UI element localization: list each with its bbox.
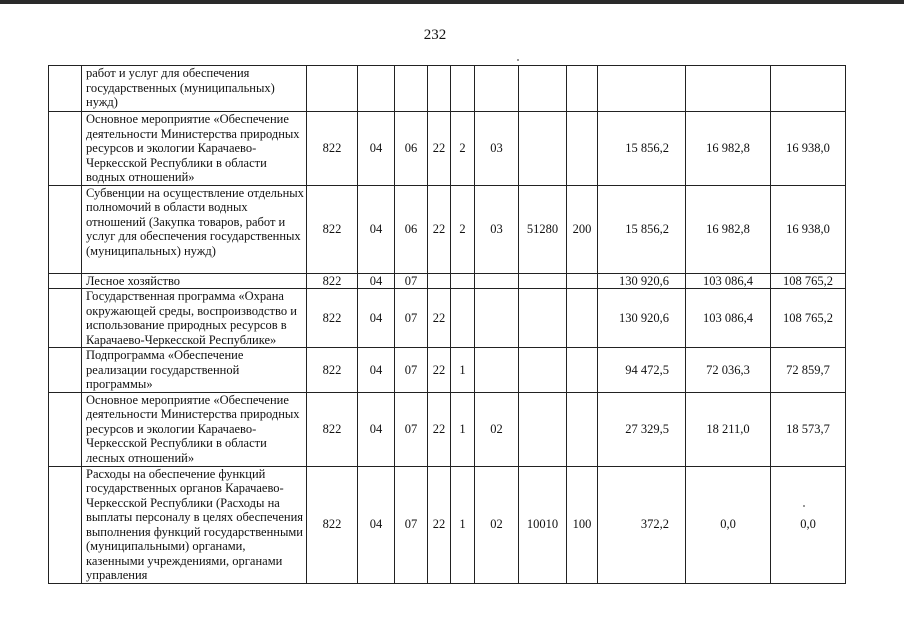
cell-subsection-code: 07 bbox=[395, 392, 428, 466]
cell-amount-year-1: 15 856,2 bbox=[598, 112, 686, 186]
cell-amount-year-1: 94 472,5 bbox=[598, 348, 686, 393]
cell-amount-year-3 bbox=[771, 66, 846, 112]
cell-amount-year-1: 27 329,5 bbox=[598, 392, 686, 466]
cell-subprogram-code bbox=[451, 66, 475, 112]
cell-ministry-code: 822 bbox=[307, 112, 358, 186]
cell-expense-type-code bbox=[567, 112, 598, 186]
cell-activity-code bbox=[475, 348, 519, 393]
cell-index bbox=[49, 112, 82, 186]
table-row bbox=[49, 392, 846, 466]
cell-amount-year-3: 108 765,2 bbox=[771, 273, 846, 289]
cell-item-name: работ и услуг для обеспечения государственных (муниципальных) нужд) bbox=[82, 66, 307, 112]
cell-section-code: 04 bbox=[358, 112, 395, 186]
cell-program-code: 22 bbox=[428, 392, 451, 466]
cell-amount-year-2 bbox=[686, 66, 771, 112]
cell-index bbox=[49, 466, 82, 583]
cell-ministry-code: 822 bbox=[307, 273, 358, 289]
cell-amount-year-1: 130 920,6 bbox=[598, 273, 686, 289]
cell-index bbox=[49, 185, 82, 273]
cell-subsection-code: 07 bbox=[395, 466, 428, 583]
cell-activity-code bbox=[475, 289, 519, 348]
cell-amount-year-2: 72 036,3 bbox=[686, 348, 771, 393]
cell-item-name: Расходы на обеспечение функций государственных органов Карачаево-Черкесской Республики (Расходы на выплаты персоналу в целях обеспечения выполнения функций государственными (муниципальными) органами, казенными учреждениями, органами управления bbox=[82, 466, 307, 583]
cell-expense-type-code bbox=[567, 273, 598, 289]
cell-amount-year-3: 108 765,2 bbox=[771, 289, 846, 348]
cell-section-code: 04 bbox=[358, 392, 395, 466]
cell-ministry-code: 822 bbox=[307, 392, 358, 466]
cell-amount-year-2: 103 086,4 bbox=[686, 289, 771, 348]
cell-program-code bbox=[428, 66, 451, 112]
cell-expense-type-code: 100 bbox=[567, 466, 598, 583]
cell-expense-type-code bbox=[567, 66, 598, 112]
cell-section-code: 04 bbox=[358, 466, 395, 583]
table-row bbox=[49, 289, 846, 348]
cell-amount-year-2: 16 982,8 bbox=[686, 185, 771, 273]
cell-ministry-code: 822 bbox=[307, 289, 358, 348]
table-row bbox=[49, 466, 846, 583]
cell-activity-code bbox=[475, 273, 519, 289]
cell-subprogram-code: 1 bbox=[451, 348, 475, 393]
cell-direction-code bbox=[519, 66, 567, 112]
cell-section-code: 04 bbox=[358, 289, 395, 348]
scan-speck bbox=[517, 59, 519, 61]
cell-item-name: Лесное хозяйство bbox=[82, 273, 307, 289]
cell-amount-year-1 bbox=[598, 66, 686, 112]
cell-direction-code bbox=[519, 289, 567, 348]
cell-ministry-code: 822 bbox=[307, 466, 358, 583]
cell-item-name: Государственная программа «Охрана окружающей среды, воспроизводство и использование природных ресурсов в Карачаево-Черкесской Республике» bbox=[82, 289, 307, 348]
cell-amount-year-2: 103 086,4 bbox=[686, 273, 771, 289]
table-row bbox=[49, 185, 846, 273]
cell-index bbox=[49, 66, 82, 112]
cell-program-code bbox=[428, 273, 451, 289]
cell-amount-year-1: 15 856,2 bbox=[598, 185, 686, 273]
cell-direction-code bbox=[519, 112, 567, 186]
cell-expense-type-code bbox=[567, 289, 598, 348]
cell-item-name: Субвенции на осуществление отдельных полномочий в области водных отношений (Закупка товаров, работ и услуг для обеспечения государственных (муниципальных) нужд) bbox=[82, 185, 307, 273]
cell-direction-code: 10010 bbox=[519, 466, 567, 583]
cell-subsection-code: 07 bbox=[395, 273, 428, 289]
cell-subsection-code: 06 bbox=[395, 112, 428, 186]
cell-subprogram-code: 2 bbox=[451, 185, 475, 273]
cell-activity-code: 03 bbox=[475, 185, 519, 273]
cell-ministry-code bbox=[307, 66, 358, 112]
cell-direction-code bbox=[519, 348, 567, 393]
cell-amount-year-3: 16 938,0 bbox=[771, 185, 846, 273]
table-row bbox=[49, 66, 846, 112]
cell-item-name: Основное мероприятие «Обеспечение деятельности Министерства природных ресурсов и экологии Карачаево-Черкесской Республики в области лесных отношений» bbox=[82, 392, 307, 466]
cell-amount-year-2: 18 211,0 bbox=[686, 392, 771, 466]
table-row bbox=[49, 348, 846, 393]
cell-amount-year-3: 16 938,0 bbox=[771, 112, 846, 186]
cell-program-code: 22 bbox=[428, 185, 451, 273]
scan-top-edge bbox=[0, 0, 904, 4]
page-number: 232 bbox=[423, 27, 447, 43]
cell-subprogram-code: 1 bbox=[451, 466, 475, 583]
cell-expense-type-code bbox=[567, 348, 598, 393]
cell-program-code: 22 bbox=[428, 289, 451, 348]
cell-activity-code: 02 bbox=[475, 392, 519, 466]
cell-amount-year-2: 16 982,8 bbox=[686, 112, 771, 186]
cell-direction-code bbox=[519, 392, 567, 466]
cell-index bbox=[49, 273, 82, 289]
cell-index bbox=[49, 348, 82, 393]
cell-subsection-code bbox=[395, 66, 428, 112]
cell-subprogram-code bbox=[451, 289, 475, 348]
cell-program-code: 22 bbox=[428, 112, 451, 186]
cell-section-code: 04 bbox=[358, 348, 395, 393]
cell-amount-year-2: 0,0 bbox=[686, 466, 771, 583]
cell-subsection-code: 07 bbox=[395, 348, 428, 393]
cell-activity-code: 03 bbox=[475, 112, 519, 186]
cell-subsection-code: 07 bbox=[395, 289, 428, 348]
cell-program-code: 22 bbox=[428, 466, 451, 583]
cell-ministry-code: 822 bbox=[307, 348, 358, 393]
budget-table bbox=[48, 65, 846, 584]
cell-activity-code: 02 bbox=[475, 466, 519, 583]
cell-amount-year-3: 0,0 bbox=[771, 466, 846, 583]
cell-subprogram-code: 2 bbox=[451, 112, 475, 186]
cell-amount-year-3: 72 859,7 bbox=[771, 348, 846, 393]
cell-ministry-code: 822 bbox=[307, 185, 358, 273]
cell-amount-year-3: 18 573,7 bbox=[771, 392, 846, 466]
cell-section-code: 04 bbox=[358, 273, 395, 289]
cell-index bbox=[49, 392, 82, 466]
table-row bbox=[49, 112, 846, 186]
cell-section-code bbox=[358, 66, 395, 112]
budget-table-body bbox=[49, 66, 846, 584]
cell-index bbox=[49, 289, 82, 348]
cell-item-name: Основное мероприятие «Обеспечение деятельности Министерства природных ресурсов и экологии Карачаево-Черкесской Республики в области водных отношений» bbox=[82, 112, 307, 186]
cell-subsection-code: 06 bbox=[395, 185, 428, 273]
cell-expense-type-code bbox=[567, 392, 598, 466]
cell-activity-code bbox=[475, 66, 519, 112]
cell-program-code: 22 bbox=[428, 348, 451, 393]
cell-item-name: Подпрограмма «Обеспечение реализации государственной программы» bbox=[82, 348, 307, 393]
cell-subprogram-code bbox=[451, 273, 475, 289]
cell-expense-type-code: 200 bbox=[567, 185, 598, 273]
table-row bbox=[49, 273, 846, 289]
cell-subprogram-code: 1 bbox=[451, 392, 475, 466]
cell-amount-year-1: 130 920,6 bbox=[598, 289, 686, 348]
cell-amount-year-1: 372,2 bbox=[598, 466, 686, 583]
cell-direction-code bbox=[519, 273, 567, 289]
cell-direction-code: 51280 bbox=[519, 185, 567, 273]
cell-section-code: 04 bbox=[358, 185, 395, 273]
